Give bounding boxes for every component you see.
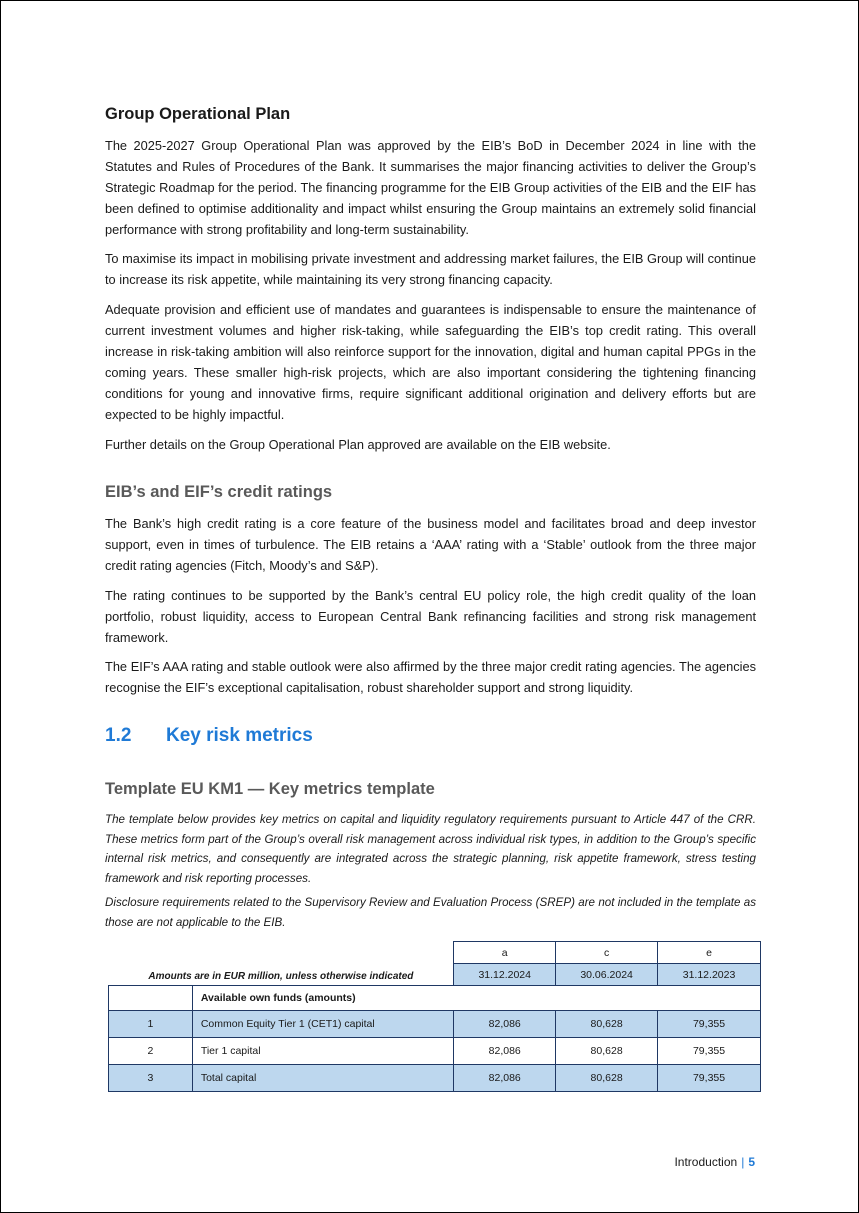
column-letter: e xyxy=(658,942,761,964)
row-label: Common Equity Tier 1 (CET1) capital xyxy=(192,1011,453,1038)
row-number: 2 xyxy=(109,1038,193,1065)
table-caption: Amounts are in EUR million, unless otherwise indicated xyxy=(148,971,414,982)
row-value: 79,355 xyxy=(658,1065,761,1092)
row-number: 1 xyxy=(109,1011,193,1038)
row-value: 80,628 xyxy=(556,1011,658,1038)
group-header: Available own funds (amounts) xyxy=(192,986,760,1011)
table-row xyxy=(109,1065,761,1092)
table-row xyxy=(109,1011,761,1038)
row-label: Tier 1 capital xyxy=(192,1038,453,1065)
column-letter: a xyxy=(454,942,556,964)
page-footer xyxy=(674,1155,755,1169)
paragraph: Further details on the Group Operational Plan approved are available on the EIB website. xyxy=(105,437,611,452)
page-number: 5 xyxy=(748,1155,755,1169)
row-value: 82,086 xyxy=(454,1038,556,1065)
paragraph: To maximise its impact in mobilising private investment and addressing market failures, the EIB Group will continue to increase its risk appetite, while maintaining its very strong financing capacity. xyxy=(105,251,756,287)
row-value: 82,086 xyxy=(454,1065,556,1092)
template-note: Disclosure requirements related to the Supervisory Review and Evaluation Process (SREP) are not included in the template as those are not applicable to the EIB. xyxy=(105,896,756,929)
paragraph: The 2025-2027 Group Operational Plan was approved by the EIB’s BoD in December 2024 in line with the Statutes and Rules of Procedures of the Bank. It summarises the major financing activities to deliver the Group’s Strategic Roadmap for the period. The financing programme for the EIB Group activities of the EIB and the EIF has been defined to optimise additionality and impact whilst ensuring the Group maintains an extremely solid financial performance with strong profitability and long-term sustainability. xyxy=(105,138,756,237)
row-value: 80,628 xyxy=(556,1038,658,1065)
chapter-title: Key risk metrics xyxy=(166,725,313,746)
template-heading: Template EU KM1 — Key metrics template xyxy=(105,780,435,798)
paragraph: The rating continues to be supported by the Bank’s central EU policy role, the high credit quality of the loan portfolio, robust liquidity, access to European Central Bank refinancing facilities and strong risk management framework. xyxy=(105,588,756,645)
row-value: 80,628 xyxy=(556,1065,658,1092)
paragraph: Adequate provision and efficient use of mandates and guarantees is indispensable to ensure the maintenance of current investment volumes and higher risk-taking, while safeguarding the EIB’s top credit rating. This overall increase in risk-taking ambition will also reinforce support for the innovation, digital and human capital PPGs in the coming years. These smaller high-risk projects, which are also important considering the tightening financing conditions for young and innovative firms, require significant additional origination and delivery efforts but are expected to be highly impactful. xyxy=(105,302,756,422)
row-value: 79,355 xyxy=(658,1038,761,1065)
section-heading-credit-ratings: EIB’s and EIF’s credit ratings xyxy=(105,483,333,501)
footer-section: Introduction xyxy=(674,1155,738,1169)
row-number: 3 xyxy=(109,1065,193,1092)
table-header-letters xyxy=(109,942,761,964)
row-label: Total capital xyxy=(192,1065,453,1092)
chapter-number: 1.2 xyxy=(105,725,132,746)
chapter-heading xyxy=(105,725,313,747)
footer-separator: | xyxy=(741,1155,745,1169)
column-date: 31.12.2023 xyxy=(658,964,761,986)
column-letter: c xyxy=(556,942,658,964)
key-metrics-table xyxy=(108,941,761,1092)
table-group-row xyxy=(109,986,761,1011)
template-description: The template below provides key metrics on capital and liquidity regulatory requirements pursuant to Article 447 of the CRR. These metrics form part of the Group’s overall risk management across individual risk types, in addition to the Group’s specific internal risk metrics, and consequently are integrated across the strategic planning, risk appetite framework, stress testing framework and risk reporting processes. xyxy=(105,813,756,885)
row-value: 79,355 xyxy=(658,1011,761,1038)
paragraph: The Bank’s high credit rating is a core feature of the business model and facilitates broad and deep investor support, even in times of turbulence. The EIB retains a ‘AAA’ rating with a ‘Stable’ outlook from the three major credit rating agencies (Fitch, Moody’s and S&P). xyxy=(105,516,756,573)
section-heading-group-operational-plan: Group Operational Plan xyxy=(105,105,291,123)
paragraph: The EIF’s AAA rating and stable outlook were also affirmed by the three major credit rating agencies. The agencies recognise the EIF’s exceptional capitalisation, robust shareholder support and strong liquidity. xyxy=(105,659,756,695)
empty-cell xyxy=(109,986,193,1011)
column-date: 31.12.2024 xyxy=(454,964,556,986)
row-value: 82,086 xyxy=(454,1011,556,1038)
column-date: 30.06.2024 xyxy=(556,964,658,986)
table-row xyxy=(109,1038,761,1065)
